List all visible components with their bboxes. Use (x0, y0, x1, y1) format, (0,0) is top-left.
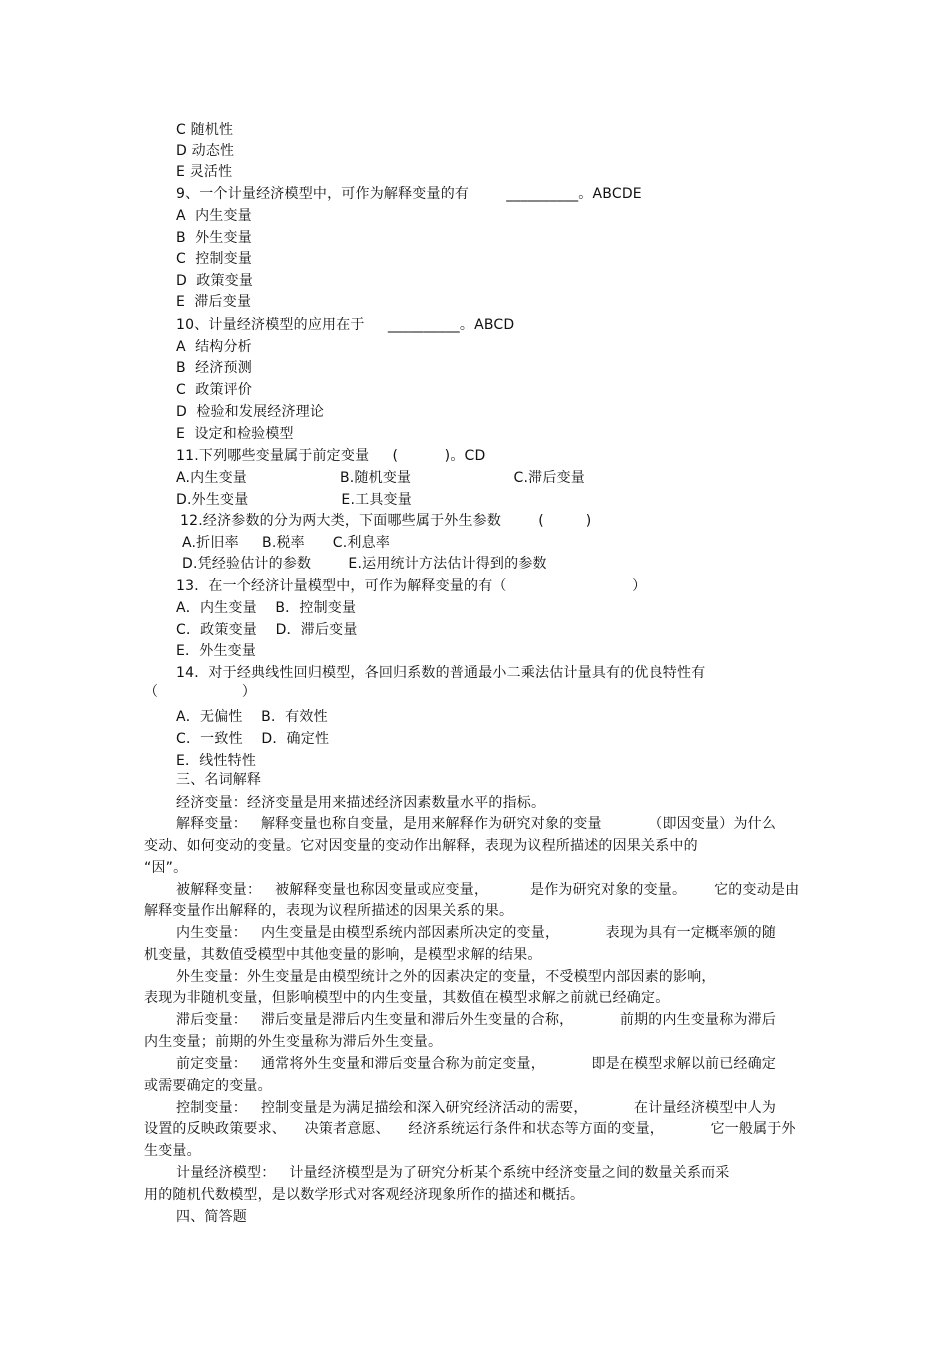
option-line: E．外生变量 (176, 643, 257, 659)
definition-line: 控制变量： 控制变量是为满足描绘和深入研究经济活动的需要， 在计量经济模型中人为 (176, 1100, 777, 1116)
definition-line: 解释变量作出解释的，表现为议程所描述的因果关系的果。 (144, 903, 514, 919)
definition-line: 被解释变量： 被解释变量也称因变量或应变量， 是作为研究对象的变量。 它的变动是由 (176, 882, 800, 898)
definition-line: 设置的反映政策要求、 决策者意愿、 经济系统运行条件和状态等方面的变量， 它一般属于外 (144, 1121, 796, 1137)
option-line: C．政策变量 D．滞后变量 (176, 622, 358, 638)
definition-line: 用的随机代数模型，是以数学形式对客观经济现象所作的描述和概括。 (144, 1187, 585, 1203)
option-line: C 政策评价 (176, 382, 253, 398)
option-line: C 随机性 (176, 122, 234, 138)
section-heading: 四、简答题 (176, 1209, 247, 1225)
definition-line: 或需要确定的变量。 (144, 1078, 272, 1094)
section-heading: 三、名词解释 (176, 772, 262, 788)
definition-line: 变动、如何变动的变量。它对因变量的变动作出解释，表现为议程所描述的因果关系中的 (144, 838, 698, 854)
option-line: D.外生变量 E.工具变量 (176, 492, 412, 508)
option-line: A．无偏性 B．有效性 (176, 709, 328, 725)
definition-line: “因”。 (144, 860, 188, 876)
question-10: 10、计量经济模型的应用在于 __________。ABCD (176, 317, 515, 333)
definition-line: 计量经济模型： 计量经济模型是为了研究分析某个系统中经济变量之间的数量关系而采 (176, 1165, 730, 1181)
option-line: C．一致性 D．确定性 (176, 731, 330, 747)
option-line: A．内生变量 B．控制变量 (176, 600, 357, 616)
option-line: C 控制变量 (176, 251, 253, 267)
question-14-blank: （ ） (144, 684, 257, 700)
definition-line: 滞后变量： 滞后变量是滞后内生变量和滞后外生变量的合称， 前期的内生变量称为滞后 (176, 1012, 777, 1028)
definition-line: 解释变量： 解释变量也称自变量，是用来解释作为研究对象的变量 （即因变量）为什么 (176, 816, 777, 832)
definition-line: 生变量。 (144, 1143, 201, 1159)
option-line: D 政策变量 (176, 273, 254, 289)
option-line: B 经济预测 (176, 360, 252, 376)
definition-line: 前定变量： 通常将外生变量和滞后变量合称为前定变量， 即是在模型求解以前已经确定 (176, 1056, 777, 1072)
question-9: 9、一个计量经济模型中，可作为解释变量的有 __________。ABCDE (176, 186, 642, 202)
option-line: E 设定和检验模型 (176, 426, 294, 442)
question-12: 12.经济参数的分为两大类，下面哪些属于外生参数 ( ) (180, 513, 592, 529)
option-line: D.凭经验估计的参数 E.运用统计方法估计得到的参数 (182, 556, 547, 572)
question-14: 14．对于经典线性回归模型，各回归系数的普通最小二乘法估计量具有的优良特性有 (176, 665, 706, 681)
option-line: A 结构分析 (176, 339, 252, 355)
option-line: A 内生变量 (176, 208, 252, 224)
option-line: A.内生变量 B.随机变量 C.滞后变量 (176, 470, 585, 486)
question-13: 13．在一个经济计量模型中，可作为解释变量的有（ ） (176, 578, 647, 594)
definition-line: 机变量，其数值受模型中其他变量的影响，是模型求解的结果。 (144, 947, 542, 963)
question-11: 11.下列哪些变量属于前定变量 ( )。CD (176, 448, 486, 464)
definition-line: 经济变量：经济变量是用来描述经济因素数量水平的指标。 (176, 795, 546, 811)
option-line: E 灵活性 (176, 164, 233, 180)
definition-line: 表现为非随机变量，但影响模型中的内生变量，其数值在模型求解之前就已经确定。 (144, 990, 670, 1006)
option-line: E．线性特性 (176, 753, 257, 769)
option-line: D 动态性 (176, 143, 235, 159)
definition-line: 内生变量；前期的外生变量称为滞后外生变量。 (144, 1034, 443, 1050)
option-line: E 滞后变量 (176, 294, 252, 310)
option-line: D 检验和发展经济理论 (176, 404, 325, 420)
definition-line: 内生变量： 内生变量是由模型系统内部因素所决定的变量， 表现为具有一定概率颁的随 (176, 925, 777, 941)
option-line: B 外生变量 (176, 230, 252, 246)
definition-line: 外生变量：外生变量是由模型统计之外的因素决定的变量，不受模型内部因素的影响， (176, 969, 716, 985)
option-line: A.折旧率 B.税率 C.利息率 (182, 535, 391, 551)
